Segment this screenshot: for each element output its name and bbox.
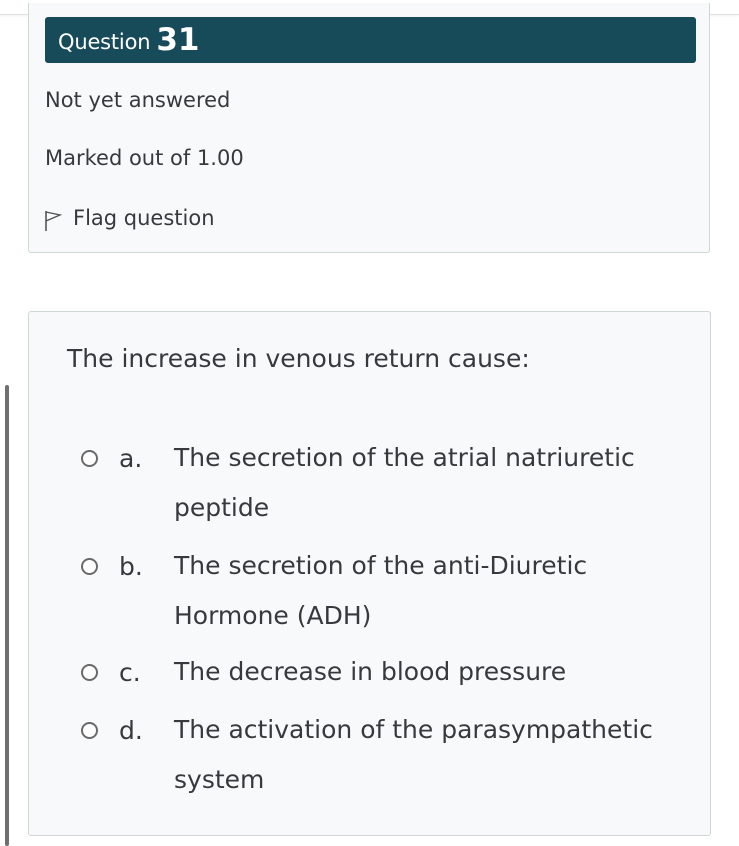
radio-unchecked-icon[interactable] (81, 722, 98, 739)
flag-icon (43, 210, 63, 232)
option-text: The secretion of the atrial natriuretic peptide (174, 443, 635, 522)
radio-unchecked-icon[interactable] (81, 450, 98, 467)
option-text: The activation of the parasympathetic system (174, 715, 653, 794)
question-text: The increase in venous return cause: (67, 344, 530, 373)
option-letter: d. (119, 716, 143, 745)
radio-unchecked-icon[interactable] (81, 558, 98, 575)
option-text: The decrease in blood pressure (174, 657, 567, 686)
radio-unchecked-icon[interactable] (81, 664, 98, 681)
question-content-panel (28, 311, 711, 836)
option-letter: c. (119, 658, 141, 687)
option-letter: a. (119, 444, 143, 473)
question-number: 31 (156, 22, 200, 58)
scrollbar[interactable] (5, 385, 9, 846)
question-info-panel (28, 3, 710, 253)
question-label: Question (58, 29, 151, 54)
flag-question-link[interactable] (43, 204, 215, 232)
question-number-header (45, 17, 696, 63)
question-grade: Marked out of 1.00 (45, 146, 244, 170)
question-state: Not yet answered (45, 88, 231, 112)
option-letter: b. (119, 552, 143, 581)
option-text: The secretion of the anti-Diuretic Hormone (ADH) (174, 551, 588, 630)
flag-question-label: Flag question (73, 206, 215, 230)
